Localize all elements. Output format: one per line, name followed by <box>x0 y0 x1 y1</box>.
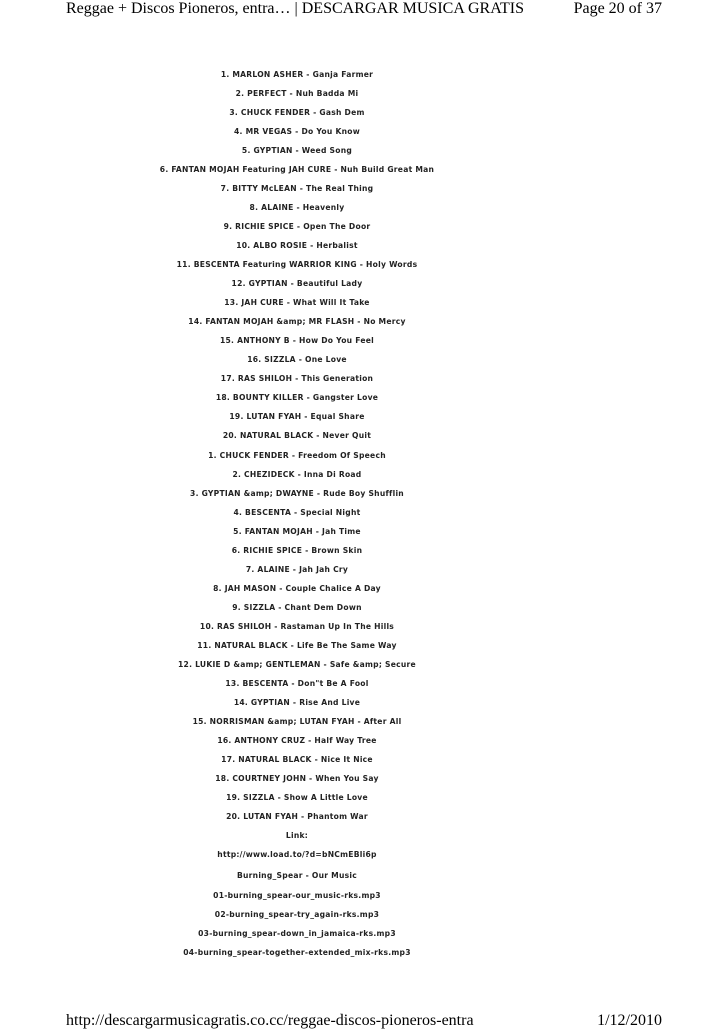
track-item: 17. RAS SHILOH - This Generation <box>220 374 374 383</box>
track-item: 1. MARLON ASHER - Ganja Farmer <box>220 70 374 79</box>
track-item: 16. SIZZLA - One Love <box>247 355 347 364</box>
track-item: 14. GYPTIAN - Rise And Live <box>233 698 361 707</box>
page-footer-url[interactable]: http://descargarmusicagratis.co.cc/reggae-discos-pioneros-entra <box>66 1012 474 1029</box>
track-item: 10. RAS SHILOH - Rastaman Up In The Hills <box>199 622 395 631</box>
file-item: 03-burning_spear-down_in_jamaica-rks.mp3 <box>198 929 396 938</box>
track-item: 13. BESCENTA - Don"t Be A Fool <box>225 679 369 688</box>
track-item: 18. COURTNEY JOHN - When You Say <box>215 774 379 783</box>
file-item: 04-burning_spear-together-extended_mix-rks.mp3 <box>183 948 411 957</box>
track-item: 9. SIZZLA - Chant Dem Down <box>232 603 362 612</box>
track-item: 7. BITTY McLEAN - The Real Thing <box>220 184 374 193</box>
track-item: 4. MR VEGAS - Do You Know <box>234 127 360 136</box>
page-header-title: Reggae + Discos Pioneros, entra… | DESCARGAR MUSICA GRATIS <box>66 0 524 17</box>
track-item: 6. RICHIE SPICE - Brown Skin <box>231 546 363 555</box>
track-item: 19. LUTAN FYAH - Equal Share <box>229 412 365 421</box>
track-item: 20. LUTAN FYAH - Phantom War <box>226 812 368 821</box>
track-item: 4. BESCENTA - Special Night <box>233 508 361 517</box>
track-item: 15. NORRISMAN &amp; LUTAN FYAH - After All <box>192 717 402 726</box>
track-item: 7. ALAINE - Jah Jah Cry <box>245 565 349 574</box>
track-item: 14. FANTAN MOJAH &amp; MR FLASH - No Mercy <box>188 317 406 326</box>
link-section <box>0 826 594 886</box>
file-item: 01-burning_spear-our_music-rks.mp3 <box>213 891 381 900</box>
track-item: 19. SIZZLA - Show A Little Love <box>226 793 368 802</box>
track-item: 5. FANTAN MOJAH - Jah Time <box>233 527 361 536</box>
track-item: 6. FANTAN MOJAH Featuring JAH CURE - Nuh Build Great Man <box>159 165 435 174</box>
track-item: 12. LUKIE D &amp; GENTLEMAN - Safe &amp; Secure <box>178 660 416 669</box>
track-item: 2. PERFECT - Nuh Badda Mi <box>235 89 359 98</box>
tracklist-1 <box>0 65 594 445</box>
page-footer-date: 1/12/2010 <box>597 1012 662 1029</box>
track-item: 3. GYPTIAN &amp; DWAYNE - Rude Boy Shufflin <box>190 489 404 498</box>
track-item: 5. GYPTIAN - Weed Song <box>241 146 353 155</box>
page-number: Page 20 of 37 <box>573 0 662 17</box>
track-item: 15. ANTHONY B - How Do You Feel <box>219 336 375 345</box>
track-item: 11. NATURAL BLACK - Life Be The Same Way <box>197 641 397 650</box>
track-item: 11. BESCENTA Featuring WARRIOR KING - Holy Words <box>176 260 418 269</box>
track-item: 3. CHUCK FENDER - Gash Dem <box>229 108 365 117</box>
tracklist-content <box>0 65 594 962</box>
download-link[interactable]: http://www.load.to/?d=bNCmEBli6p <box>217 850 377 859</box>
track-item: 1. CHUCK FENDER - Freedom Of Speech <box>208 451 386 460</box>
file-list <box>0 886 594 962</box>
link-label: Link: <box>285 831 309 840</box>
track-item: 8. JAH MASON - Couple Chalice A Day <box>213 584 381 593</box>
track-item: 16. ANTHONY CRUZ - Half Way Tree <box>217 736 377 745</box>
track-item: 20. NATURAL BLACK - Never Quit <box>222 431 372 440</box>
track-item: 18. BOUNTY KILLER - Gangster Love <box>215 393 379 402</box>
file-item: 02-burning_spear-try_again-rks.mp3 <box>214 910 380 919</box>
track-item: 10. ALBO ROSIE - Herbalist <box>236 241 358 250</box>
album-title: Burning_Spear - Our Music <box>236 870 358 880</box>
track-item: 9. RICHIE SPICE - Open The Door <box>223 222 371 231</box>
track-item: 17. NATURAL BLACK - Nice It Nice <box>221 755 373 764</box>
tracklist-2 <box>0 446 594 826</box>
track-item: 13. JAH CURE - What Will It Take <box>224 298 370 307</box>
track-item: 8. ALAINE - Heavenly <box>249 203 345 212</box>
track-item: 12. GYPTIAN - Beautiful Lady <box>231 279 363 288</box>
track-item: 2. CHEZIDECK - Inna Di Road <box>232 470 362 479</box>
